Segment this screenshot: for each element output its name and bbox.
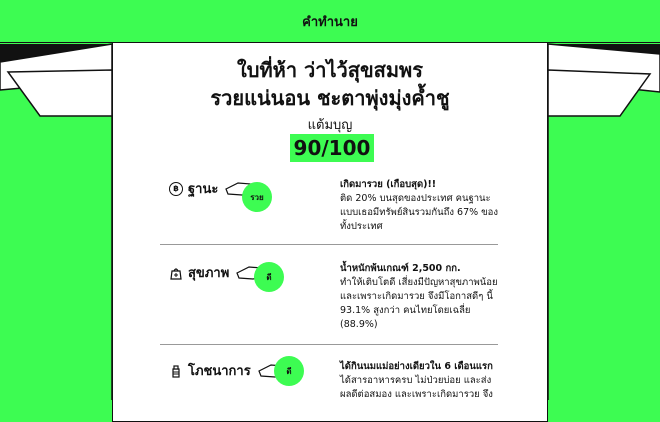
result-badge: ดี (274, 356, 304, 386)
row-headline: น้ำหนักพ้นเกณฑ์ 2,500 กก. (340, 263, 461, 274)
divider (160, 344, 498, 345)
score-value: 90/100 (290, 134, 374, 162)
row-label: ฐานะ (188, 182, 219, 197)
row-status (160, 178, 498, 238)
baht-circle-icon: ฿ (168, 181, 184, 197)
row-health (160, 262, 498, 342)
card-title (112, 56, 548, 112)
bottle-icon (168, 363, 184, 379)
score-label: แต้มบุญ (307, 118, 353, 133)
row-headline: เกิดมารวย (เกือบสุด)!! (340, 179, 437, 190)
card-title-line-2: รวยแน่นอน ชะตาพุ่งมุ่งค้ำชู (210, 86, 450, 110)
top-bar (0, 0, 660, 43)
result-badge: รวย (242, 182, 272, 212)
topbar-title: คำทำนาย (302, 14, 358, 30)
row-label: โภชนาการ (188, 364, 251, 379)
row-body: ได้สารอาหารครบ ไม่ป่วยบ่อย และส่งผลดีต่อสมอง และเพราะเกิดมารวย จึง (340, 375, 493, 400)
row-nutrition (160, 360, 498, 420)
row-body: ทำให้เติบโตดี เสี่ยงมีปัญหาสุขภาพน้อย และเพราะเกิดมารวย จึงมีโอกาสดีๆ นี้ 93.1% สูงกว่า คนไทยโดยเฉลี่ย (88.9%) (340, 277, 498, 330)
result-badge: ดี (254, 262, 284, 292)
row-body: ติด 20% บนสุดของประเทศ คนฐานะแบบเธอมีทรัพย์สินรวมกันถึง 67% ของทั้งประเทศ (340, 193, 499, 232)
divider (160, 244, 498, 245)
row-headline: ได้กินนมแม่อย่างเดียวใน 6 เดือนแรก (340, 361, 493, 372)
health-bag-icon (168, 265, 184, 281)
row-label: สุขภาพ (188, 266, 230, 281)
card-title-line-1: ใบที่ห้า ว่าไว้สุขสมพร (237, 58, 423, 82)
